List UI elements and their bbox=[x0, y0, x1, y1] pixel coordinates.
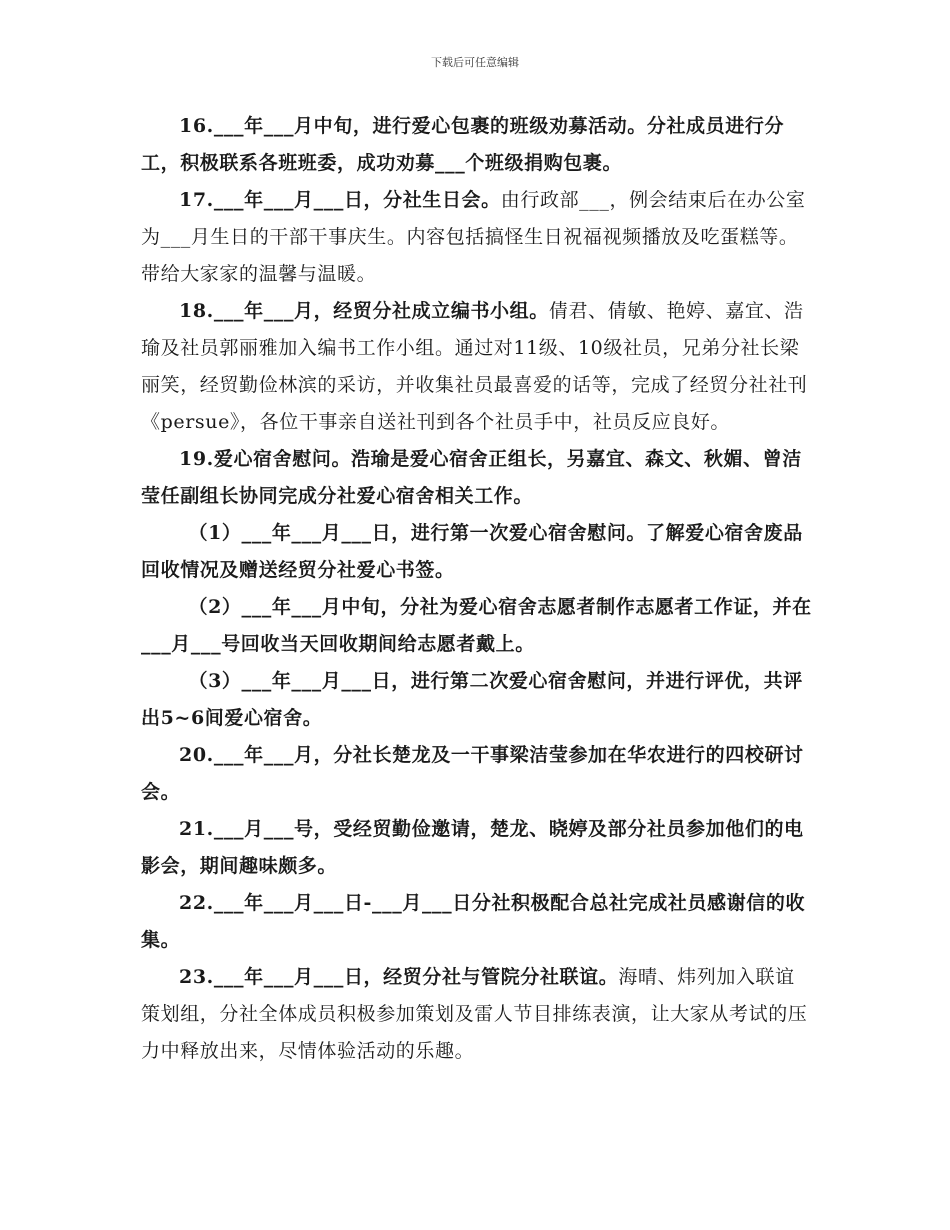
item-20 bbox=[141, 737, 813, 811]
item-23-heading: 23.___年___月___日，经贸分社与管院分社联谊。 bbox=[179, 966, 619, 988]
item-19 bbox=[141, 441, 813, 515]
page-header: 下载后可任意编辑 bbox=[431, 56, 519, 69]
document-body bbox=[141, 108, 813, 1070]
item-19-1-heading: （1）___年___月___日，进行第一次爱心宿舍慰问。了解爱心宿舍废品回收情况及赠送经贸分社爱心书签。 bbox=[141, 522, 803, 581]
item-23-text: 海晴、炜列加入联谊策划组，分社全体成员积极参加策划及雷人节目排练表演，让大家从考试的压力中释放出来，尽情体验活动的乐趣。 bbox=[141, 966, 808, 1062]
item-23 bbox=[141, 959, 813, 1070]
item-18 bbox=[141, 293, 813, 441]
item-19-3 bbox=[141, 663, 813, 737]
item-19-heading: 19.爱心宿舍慰问。浩瑜是爱心宿舍正组长，另嘉宜、森文、秋媚、曾洁莹任副组长协同完成分社爱心宿舍相关工作。 bbox=[141, 448, 802, 507]
item-19-2-heading: （2）___年___月中旬，分社为爱心宿舍志愿者制作志愿者工作证，并在___月___号回收当天回收期间给志愿者戴上。 bbox=[141, 596, 812, 655]
item-16 bbox=[141, 108, 813, 182]
item-22-heading: 22.___年___月___日-___月___日分社积极配合总社完成社员感谢信的收集。 bbox=[141, 892, 806, 951]
item-17-heading: 17.___年___月___日，分社生日会。 bbox=[179, 189, 501, 211]
item-22 bbox=[141, 885, 813, 959]
item-17 bbox=[141, 182, 813, 293]
item-19-1 bbox=[141, 515, 813, 589]
item-17-text: 由行政部___，例会结束后在办公室为___月生日的干部干事庆生。内容包括搞怪生日祝福视频播放及吃蛋糕等。带给大家家的温馨与温暖。 bbox=[141, 189, 806, 285]
item-21-heading: 21.___月___号，受经贸勤俭邀请，楚龙、晓婷及部分社员参加他们的电影会，期间趣味颇多。 bbox=[141, 818, 804, 877]
item-18-heading: 18.___年___月，经贸分社成立编书小组。 bbox=[179, 300, 549, 322]
item-16-heading: 16.___年___月中旬，进行爱心包裹的班级劝募活动。分社成员进行分工，积极联系各班班委，成功劝募___个班级捐购包裹。 bbox=[141, 115, 785, 174]
item-19-2 bbox=[141, 589, 813, 663]
item-21 bbox=[141, 811, 813, 885]
item-20-heading: 20.___年___月，分社长楚龙及一干事梁洁莹参加在华农进行的四校研讨会。 bbox=[141, 744, 804, 803]
item-19-3-heading: （3）___年___月___日，进行第二次爱心宿舍慰问，并进行评优，共评出5~6间爱心宿舍。 bbox=[141, 670, 803, 729]
item-18-text: 倩君、倩敏、艳婷、嘉宜、浩瑜及社员郭丽雅加入编书工作小组。通过对11级、10级社员，兄弟分社长梁丽笑，经贸勤俭林滨的采访，并收集社员最喜爱的话等，完成了经贸分社社刊《persue》，各位干事亲自送社刊到各个社员手中，社员反应良好。 bbox=[141, 300, 808, 433]
